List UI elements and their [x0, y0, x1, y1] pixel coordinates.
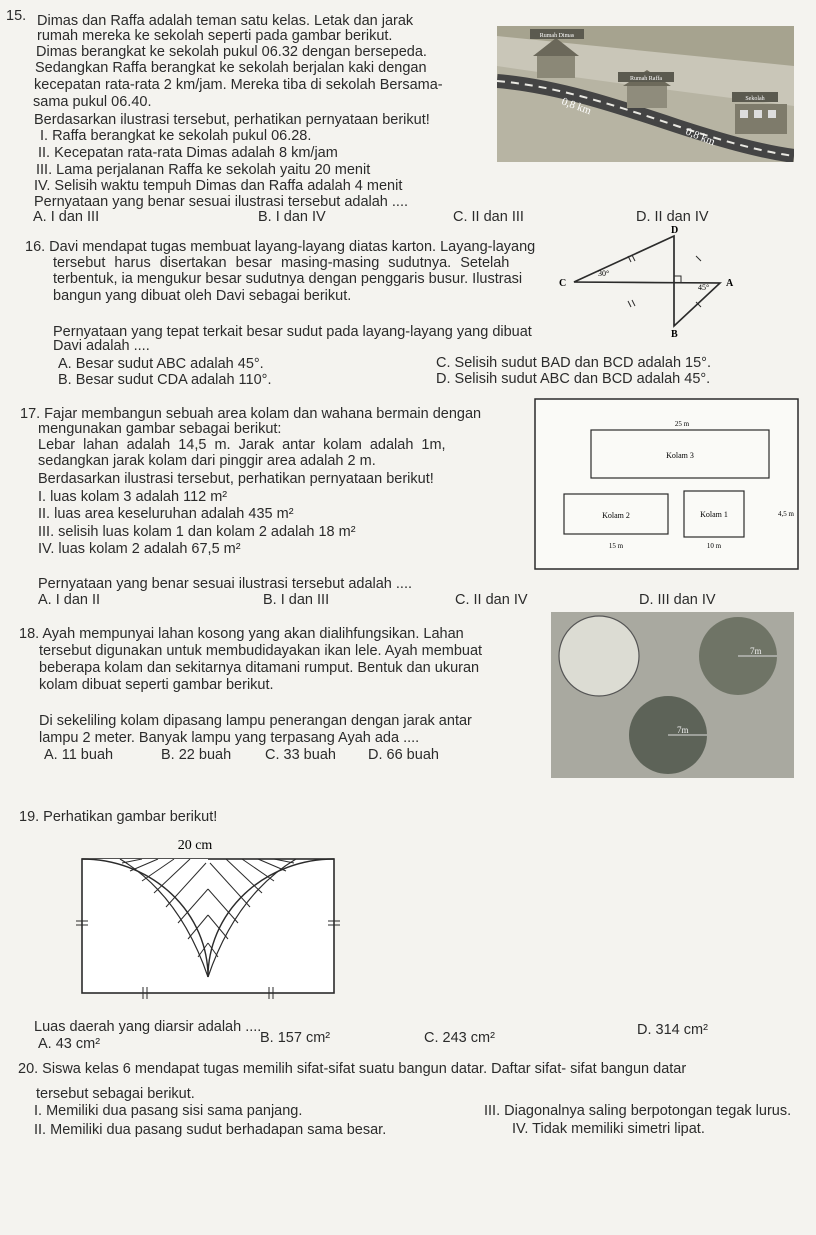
q15-line-1: Dimas dan Raffa adalah teman satu kelas. Letak dan jarak — [37, 13, 414, 29]
q18-line-3: beberapa kolam dan sekitarnya ditamani rumput. Bentuk dan ukuran — [39, 660, 480, 676]
q20-line-2: tersebut sebagai berikut. — [36, 1086, 195, 1102]
q15-map-figure — [497, 26, 794, 162]
q17-statement-2: II. luas area keseluruhan adalah 435 m² — [38, 506, 294, 522]
q19-width-label: 20 cm — [177, 838, 213, 853]
q15-line-2: rumah mereka ke sekolah seperti pada gambar berikut. — [37, 28, 393, 44]
q15-number: 15. — [6, 8, 27, 24]
q16-line-1: 16. Davi mendapat tugas membuat layang-layang diatas karton. Layang-layang — [25, 239, 536, 255]
q17-kolam3-label: Kolam 3 — [666, 451, 694, 460]
q17-statement-4: IV. luas kolam 2 adalah 67,5 m² — [38, 541, 241, 557]
q19-shape-figure — [70, 835, 345, 1005]
q16-kite-figure — [556, 226, 746, 338]
q18-line-1: 18. Ayah mempunyai lahan kosong yang akan dialihfungsikan. Lahan — [19, 626, 464, 642]
q17-option-a[interactable]: A. I dan II — [38, 592, 101, 608]
q19-prompt: Luas daerah yang diarsir adalah .... — [34, 1019, 262, 1035]
q15-house2-label: Rumah Raffa — [629, 76, 663, 82]
q17-top-length: 25 m — [674, 420, 690, 428]
q15-statement-4: IV. Selisih waktu tempuh Dimas dan Raffa adalah 4 menit — [34, 178, 403, 194]
q19-option-c[interactable]: C. 243 cm² — [424, 1030, 495, 1046]
q20-line-1: 20. Siswa kelas 6 mendapat tugas memilih sifat-sifat suatu bangun datar. Daftar sifat- sifat bangun datar — [18, 1061, 687, 1077]
q17-kolam2-label: Kolam 2 — [602, 511, 630, 520]
q17-line-2: mengunakan gambar sebagai berikut: — [38, 421, 282, 437]
q18-radius-1: 7m — [750, 646, 762, 656]
q16-vertex-b: B — [671, 329, 678, 338]
q16-vertex-c: C — [559, 278, 567, 289]
q16-line-5: Pernyataan yang tepat terkait besar sudut pada layang-layang yang dibuat — [53, 324, 532, 340]
q19-option-d[interactable]: D. 314 cm² — [637, 1022, 708, 1038]
q15-statement-1: I. Raffa berangkat ke sekolah pukul 06.28. — [40, 128, 312, 144]
q15-line-3: Dimas berangkat ke sekolah pukul 06.32 dengan bersepeda. — [36, 44, 427, 60]
q18-line-2: tersebut digunakan untuk membudidayakan ikan lele. Ayah membuat — [39, 643, 483, 659]
q15-line-7: Berdasarkan ilustrasi tersebut, perhatikan pernyataan berikut! — [34, 112, 430, 128]
q18-radius-2: 7m — [677, 725, 689, 735]
q16-line-6: Davi adalah .... — [53, 338, 150, 354]
q16-angle-c: 30° — [598, 269, 610, 278]
q17-line-4: sedangkan jarak kolam dari pinggir area adalah 2 m. — [38, 453, 376, 469]
q15-school-label: Sekolah — [745, 96, 765, 102]
q16-line-2: tersebut harus disertakan besar masing-masing sudutnya. Setelah — [53, 255, 510, 271]
q19-option-b[interactable]: B. 157 cm² — [260, 1030, 331, 1046]
q16-option-a[interactable]: A. Besar sudut ABC adalah 45°. — [58, 356, 264, 372]
q17-kolam1-label: Kolam 1 — [700, 510, 728, 519]
q15-line-4: Sedangkan Raffa berangkat ke sekolah berjalan kaki dengan — [35, 60, 427, 76]
q17-statement-3: III. selisih luas kolam 1 dan kolam 2 adalah 18 m² — [38, 524, 356, 540]
q17-pool-figure — [534, 398, 799, 570]
q17-kolam1-length: 10 m — [706, 542, 722, 550]
q17-line-1: 17. Fajar membangun sebuah area kolam dan wahana bermain dengan — [20, 406, 482, 422]
q20-statement-4: IV. Tidak memiliki simetri lipat. — [512, 1121, 705, 1137]
q17-line-3: Lebar lahan adalah 14,5 m. Jarak antar kolam adalah 1m, — [38, 437, 446, 453]
q16-option-b[interactable]: B. Besar sudut CDA adalah 110°. — [58, 372, 272, 388]
q19-title: 19. Perhatikan gambar berikut! — [19, 809, 218, 825]
q15-distance-1: 0,8 km — [559, 95, 593, 118]
q17-option-c[interactable]: C. II dan IV — [455, 592, 528, 608]
q17-kolam1-height: 4,5 m — [778, 510, 794, 518]
q17-line-5: Berdasarkan ilustrasi tersebut, perhatikan pernyataan berikut! — [38, 471, 434, 487]
q18-option-b[interactable]: B. 22 buah — [161, 747, 232, 763]
q15-house1-label: Rumah Dimas — [539, 33, 575, 39]
q17-kolam2-length: 15 m — [608, 542, 624, 550]
q15-option-c[interactable]: C. II dan III — [453, 209, 524, 225]
q20-statement-1: I. Memiliki dua pasang sisi sama panjang. — [34, 1103, 303, 1119]
q15-distance-2: 0,8 km — [683, 125, 717, 149]
q16-angle-a: 45° — [698, 283, 710, 292]
q15-prompt: Pernyataan yang benar sesuai ilustrasi tersebut adalah .... — [34, 194, 409, 210]
q17-option-d[interactable]: D. III dan IV — [639, 592, 716, 608]
q17-statement-1: I. luas kolam 3 adalah 112 m² — [38, 489, 228, 505]
q15-statement-3: III. Lama perjalanan Raffa ke sekolah yaitu 20 menit — [36, 162, 371, 178]
q18-option-a[interactable]: A. 11 buah — [44, 747, 114, 763]
q19-option-a[interactable]: A. 43 cm² — [38, 1036, 101, 1052]
q18-line-6: lampu 2 meter. Banyak lampu yang terpasang Ayah ada .... — [39, 730, 420, 746]
q15-option-b[interactable]: B. I dan IV — [258, 209, 326, 225]
q16-option-d[interactable]: D. Selisih sudut ABC dan BCD adalah 45°. — [436, 371, 711, 387]
q15-line-6: sama pukul 06.40. — [33, 94, 152, 110]
q16-option-c[interactable]: C. Selisih sudut BAD dan BCD adalah 15°. — [436, 355, 712, 371]
q18-option-c[interactable]: C. 33 buah — [265, 747, 336, 763]
q16-line-4: bangun yang dibuat oleh Davi sebagai berikut. — [53, 288, 352, 304]
q15-line-5: kecepatan rata-rata 2 km/jam. Mereka tiba di sekolah Bersama- — [34, 77, 443, 93]
q17-prompt: Pernyataan yang benar sesuai ilustrasi tersebut adalah .... — [38, 576, 413, 592]
q16-line-3: terbentuk, ia mengukur besar sudutnya dengan penggaris busur. Ilustrasi — [53, 271, 523, 287]
q20-statement-3: III. Diagonalnya saling berpotongan tegak lurus. — [484, 1103, 792, 1119]
school-icon — [735, 104, 787, 134]
q15-option-a[interactable]: A. I dan III — [33, 209, 100, 225]
q15-option-d[interactable]: D. II dan IV — [636, 209, 709, 225]
q18-option-d[interactable]: D. 66 buah — [368, 747, 439, 763]
q16-vertex-a: A — [726, 278, 734, 289]
q17-option-b[interactable]: B. I dan III — [263, 592, 330, 608]
q18-line-5: Di sekeliling kolam dipasang lampu penerangan dengan jarak antar — [39, 713, 472, 729]
q18-ponds-figure — [551, 612, 794, 778]
q18-line-4: kolam dibuat seperti gambar berikut. — [39, 677, 274, 693]
q20-statement-2: II. Memiliki dua pasang sudut berhadapan sama besar. — [34, 1122, 387, 1138]
q15-statement-2: II. Kecepatan rata-rata Dimas adalah 8 km/jam — [38, 145, 338, 161]
q16-vertex-d: D — [671, 226, 679, 236]
